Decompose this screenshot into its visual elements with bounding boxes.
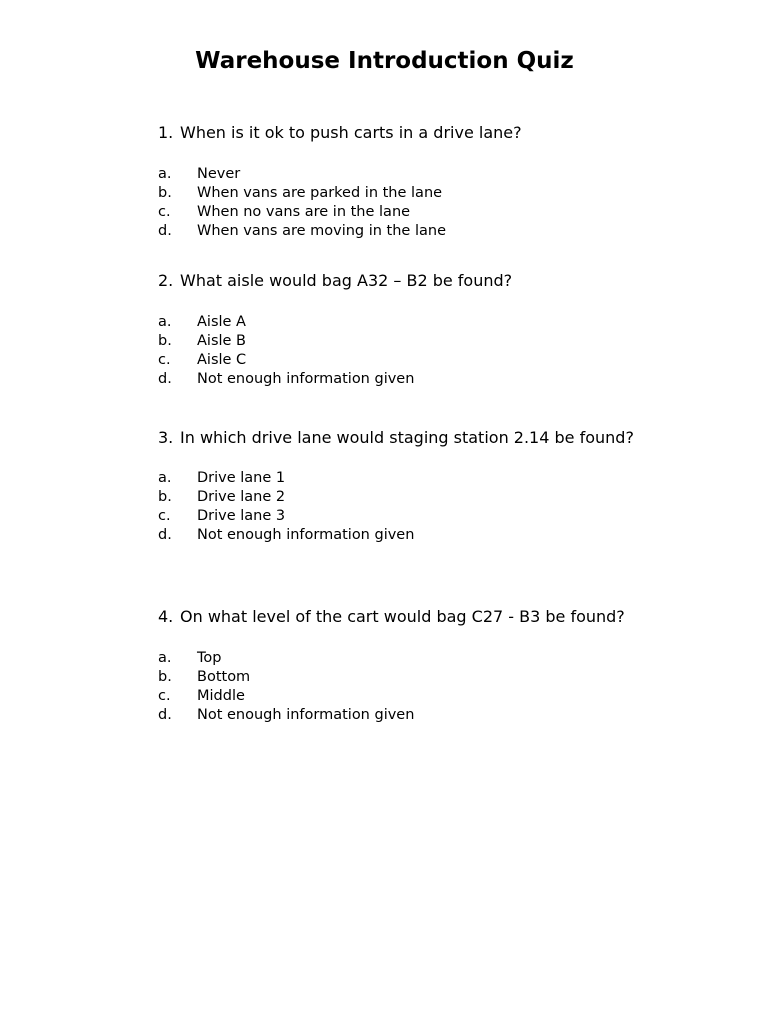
option-text: Top [197,650,222,666]
answer-option-c [158,203,678,222]
option-text: When vans are moving in the lane [197,223,446,239]
option-text: Bottom [197,669,251,685]
option-text: Middle [197,688,245,704]
answer-option-a [158,165,678,184]
question-number: 1. [158,123,174,142]
question-text [158,122,678,144]
question-number: 3. [158,428,174,447]
option-text: When vans are parked in the lane [197,185,443,201]
question-prompt: What aisle would bag A32 – B2 be found? [180,271,513,290]
option-letter: b. [158,333,172,349]
answer-option-d [158,526,678,545]
answer-option-b [158,184,678,203]
option-letter: b. [158,489,172,505]
option-letter: a. [158,166,172,182]
answer-option-b [158,668,678,687]
question-number: 4. [158,607,174,626]
question-prompt: On what level of the cart would bag C27 - B3 be found? [180,607,625,626]
option-text: Drive lane 1 [197,470,286,486]
question-text [158,427,678,449]
option-letter: b. [158,669,172,685]
option-text: Aisle C [197,352,247,368]
option-letter: a. [158,470,172,486]
option-letter: a. [158,314,172,330]
answer-options [158,649,678,725]
option-letter: d. [158,223,172,239]
question-prompt: In which drive lane would staging station 2.14 be found? [180,428,634,447]
option-text: Not enough information given [197,371,415,387]
answer-options [158,313,678,389]
question-text [158,270,678,292]
option-text: Not enough information given [197,707,415,723]
option-letter: c. [158,352,171,368]
answer-option-d [158,370,678,389]
answer-option-b [158,488,678,507]
answer-option-d [158,706,678,725]
answer-option-c [158,507,678,526]
question-1 [158,122,678,241]
question-3 [158,427,678,545]
quiz-title: Warehouse Introduction Quiz [195,48,574,74]
answer-option-c [158,687,678,706]
answer-option-a [158,313,678,332]
option-letter: c. [158,204,171,220]
question-number: 2. [158,271,174,290]
option-text: Not enough information given [197,527,415,543]
answer-option-c [158,351,678,370]
question-4 [158,606,678,725]
answer-option-a [158,469,678,488]
option-text: Aisle B [197,333,247,349]
option-letter: b. [158,185,172,201]
option-letter: d. [158,371,172,387]
option-letter: a. [158,650,172,666]
answer-options [158,165,678,241]
option-text: When no vans are in the lane [197,204,411,220]
option-letter: c. [158,688,171,704]
option-text: Drive lane 2 [197,489,286,505]
answer-option-b [158,332,678,351]
answer-option-d [158,222,678,241]
option-letter: d. [158,527,172,543]
question-2 [158,270,678,389]
question-prompt: When is it ok to push carts in a drive lane? [180,123,522,142]
option-text: Aisle A [197,314,246,330]
option-text: Drive lane 3 [197,508,286,524]
option-letter: d. [158,707,172,723]
option-letter: c. [158,508,171,524]
option-text: Never [197,166,241,182]
answer-option-a [158,649,678,668]
answer-options [158,469,678,545]
question-text [158,606,678,628]
